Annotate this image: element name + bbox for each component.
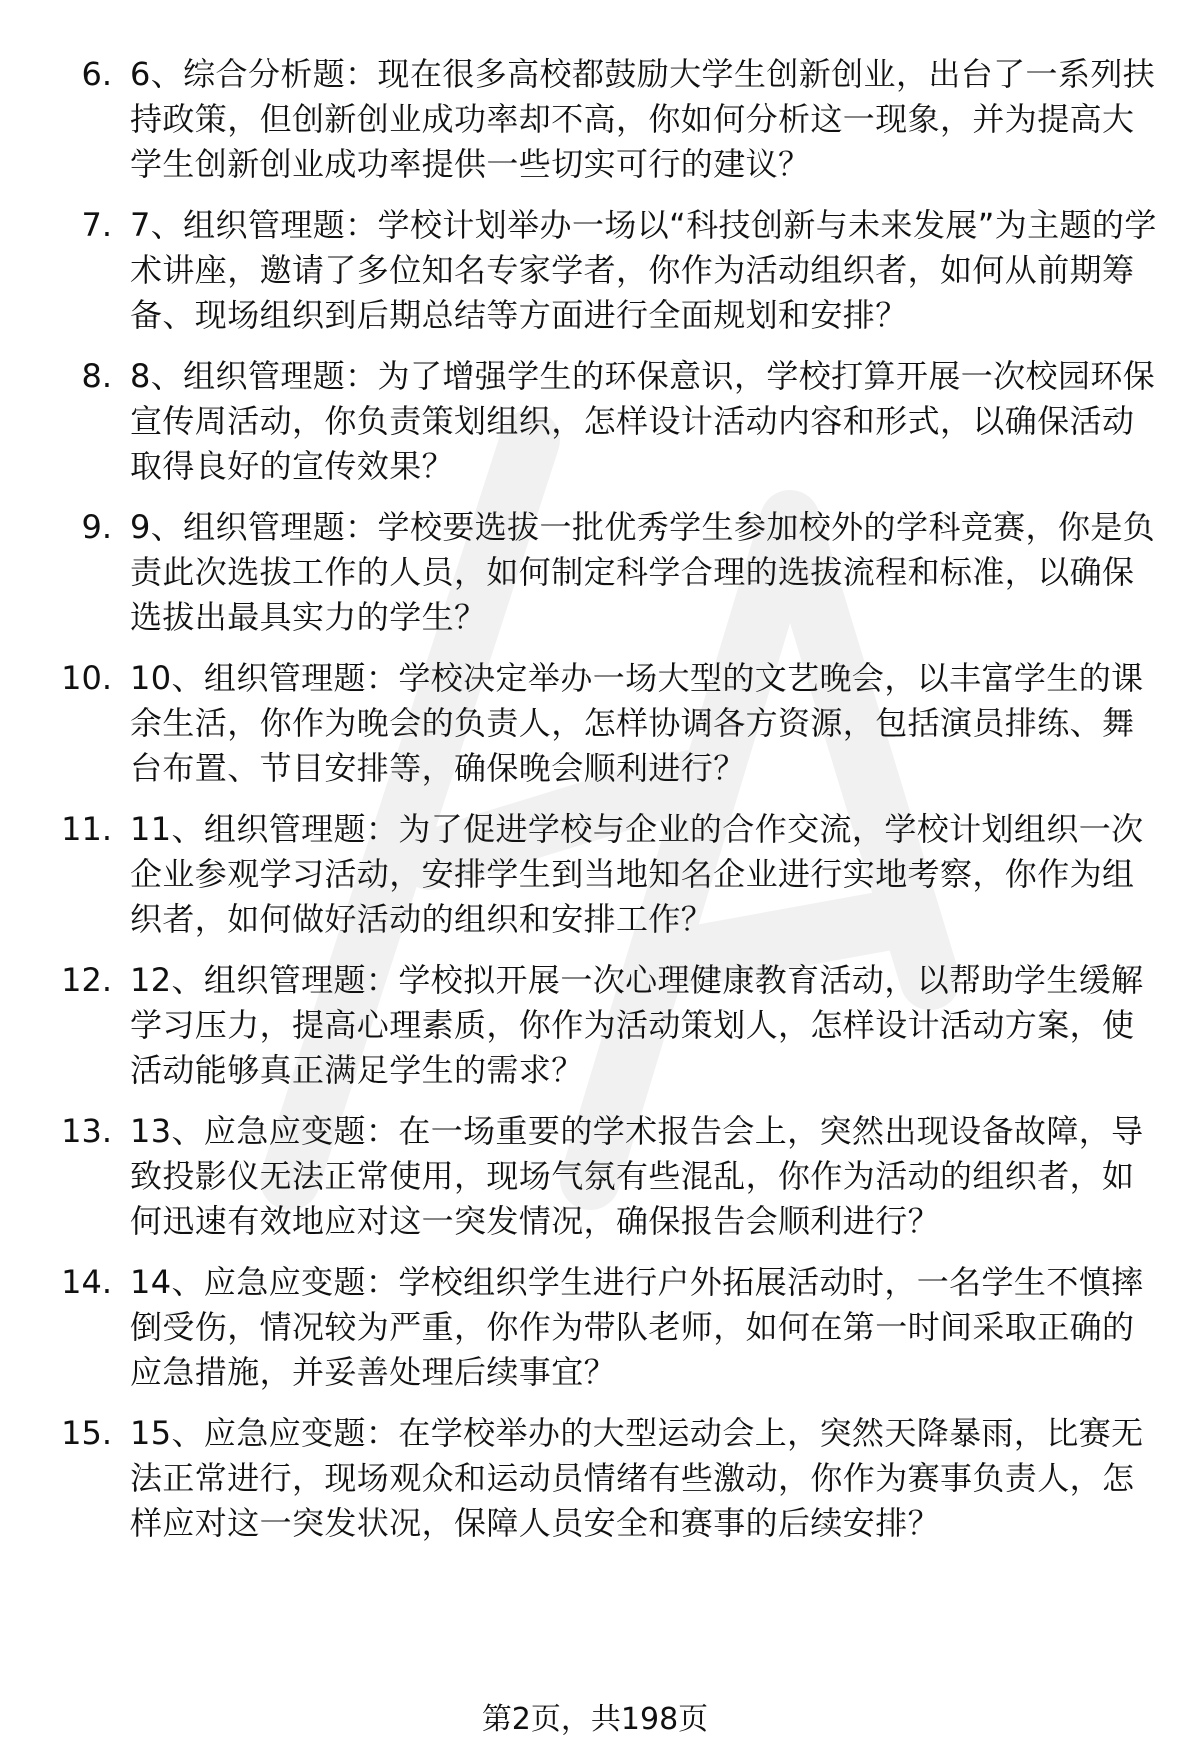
question-number: 14. [61,1263,112,1301]
list-item [0,354,1190,489]
list-item [0,1260,1190,1395]
question-text: 15、应急应变题：在学校举办的大型运动会上，突然天降暴雨，比赛无法正常进行，现场观众和运动员情绪有些激动，你作为赛事负责人，怎样应对这一突发状况，保障人员安全和赛事的后续安排？ [130,1414,1144,1542]
question-number: 7. [81,206,112,244]
question-text: 13、应急应变题：在一场重要的学术报告会上，突然出现设备故障，导致投影仪无法正常使用，现场气氛有些混乱，你作为活动的组织者，如何迅速有效地应对这一突发情况，确保报告会顺利进行？ [130,1112,1144,1240]
question-number: 8. [81,357,112,395]
page-number: 第2页，共198页 [481,1702,709,1737]
question-text: 12、组织管理题：学校拟开展一次心理健康教育活动，以帮助学生缓解学习压力，提高心理素质，你作为活动策划人，怎样设计活动方案，使活动能够真正满足学生的需求？ [130,961,1144,1089]
question-list [0,52,1190,1562]
question-text: 9、组织管理题：学校要选拔一批优秀学生参加校外的学科竞赛，你是负责此次选拔工作的人员，如何制定科学合理的选拔流程和标准，以确保选拔出最具实力的学生？ [130,508,1156,636]
list-item [0,656,1190,791]
question-number: 6. [81,55,112,93]
question-number: 11. [61,810,112,848]
question-number: 13. [61,1112,112,1150]
question-text: 7、组织管理题：学校计划举办一场以“科技创新与未来发展”为主题的学术讲座，邀请了多位知名专家学者，你作为活动组织者，如何从前期筹备、现场组织到后期总结等方面进行全面规划和安排？ [130,206,1157,334]
list-item [0,958,1190,1093]
question-text: 8、组织管理题：为了增强学生的环保意识，学校打算开展一次校园环保宣传周活动，你负责策划组织，怎样设计活动内容和形式，以确保活动取得良好的宣传效果？ [130,357,1156,485]
list-item [0,1411,1190,1546]
question-number: 15. [61,1414,112,1452]
question-text: 14、应急应变题：学校组织学生进行户外拓展活动时，一名学生不慎摔倒受伤，情况较为严重，你作为带队老师，如何在第一时间采取正确的应急措施，并妥善处理后续事宜？ [130,1263,1144,1391]
question-text: 6、综合分析题：现在很多高校都鼓励大学生创新创业，出台了一系列扶持政策，但创新创业成功率却不高，你如何分析这一现象，并为提高大学生创新创业成功率提供一些切实可行的建议？ [130,55,1156,183]
question-number: 10. [61,659,112,697]
question-number: 9. [81,508,112,546]
list-item [0,203,1190,338]
list-item [0,505,1190,640]
list-item [0,52,1190,187]
list-item [0,807,1190,942]
question-text: 10、组织管理题：学校决定举办一场大型的文艺晚会，以丰富学生的课余生活，你作为晚会的负责人，怎样协调各方资源，包括演员排练、舞台布置、节目安排等，确保晚会顺利进行？ [130,659,1144,787]
question-text: 11、组织管理题：为了促进学校与企业的合作交流，学校计划组织一次企业参观学习活动，安排学生到当地知名企业进行实地考察，你作为组织者，如何做好活动的组织和安排工作？ [130,810,1144,938]
list-item [0,1109,1190,1244]
question-number: 12. [61,961,112,999]
